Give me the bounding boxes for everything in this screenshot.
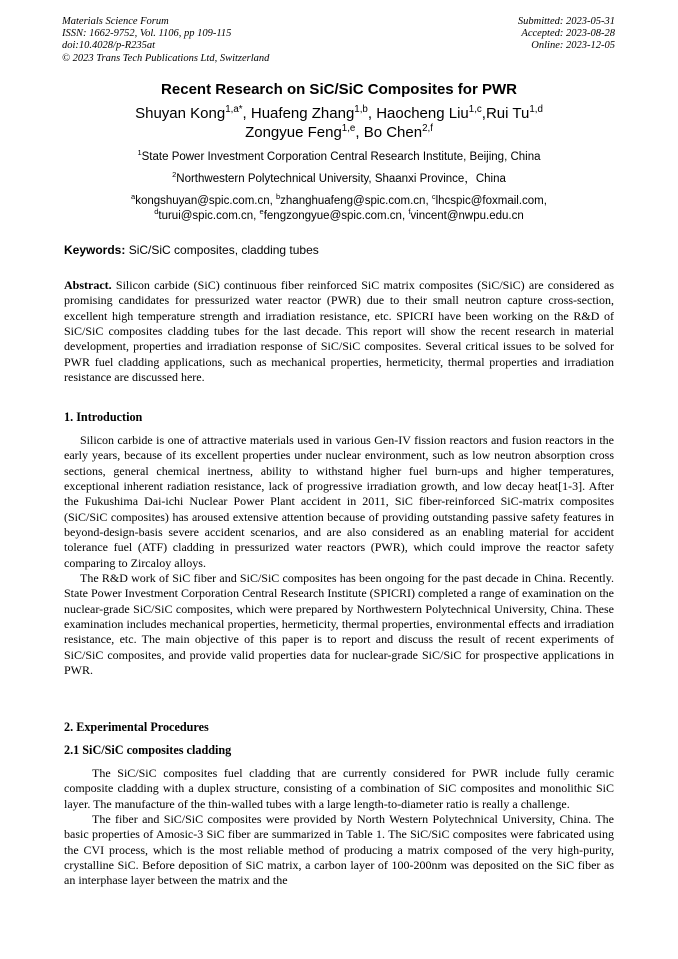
paragraph: The SiC/SiC composites fuel cladding that are currently considered for PWR include fully ceramic composite cladding with a duplex structure, consisting of a combination of SiC composites and monolithic SiC layer. The manufacture of the thin-walled tubes with a large length-to-diameter ratio is really a challenge. [64, 766, 614, 811]
affiliation-1 [0, 150, 678, 165]
abstract-label: Abstract. [64, 278, 112, 292]
subsection-2-1-heading: 2.1 SiC/SiC composites cladding [64, 743, 232, 757]
email: fengzongyue@spic.com.cn, [263, 210, 409, 222]
email-line-2 [0, 209, 678, 224]
section-1-body [64, 433, 614, 679]
paragraph: The R&D work of SiC fiber and SiC/SiC composites has been ongoing for the past decade in China. Recently. State Power Investment Corporation Central Research Institute (SPICRI) completed a range of examination on the nuclear-grade SiC/SiC composites, which were prepared by Northwestern Polytechnical University, China. These examination includes mechanical properties, hermeticity, thermal properties, environmental effects and irradiation resistance, etc. The main objective of this paper is to report and discuss the result of recent experiments of SiC/SiC composites, and provide valid properties data for nuclear-grade SiC/SiC for prospective applications in PWR. [64, 571, 614, 678]
author-name: ,Rui Tu [481, 105, 530, 122]
affiliation-2 [0, 172, 678, 187]
issn-line: ISSN: 1662-9752, Vol. 1106, pp 109-115 [62, 28, 232, 40]
paragraph: Silicon carbide is one of attractive materials used in various Gen-IV fission reactors and fusion reactors in the early years, because of its excellent properties under nuclear environment, such as low neutron absorption cross sections, general chemical inertness, ability to withstand higher fuel burn-ups and higher temperatures, exceptional inherent radiation resistance, lack of progressive irradiation growth, and low decay heat[1-3]. After the Fukushima Dai-ichi Nuclear Power Plant accident in 2011, SiC fiber-reinforced SiC-matrix composites (SiC/SiC composites) has aroused extensive attention because of providing outstanding passive safety features in beyond-design-basis severe accident scenarios, and are also considered as an enabling material for accident tolerance fuel (ATF) cladding in pressurized water reactors (PWR), which could improve the reactor safety comparing to Zircaloy alloys. [64, 433, 614, 570]
email-line-1 [0, 194, 678, 209]
email-sup: d [154, 207, 159, 217]
author-sup: 2,f [422, 123, 433, 134]
author-line-2 [0, 123, 678, 142]
email-sup: f [408, 207, 411, 217]
journal-header [62, 16, 269, 65]
affiliation-sup: 2 [172, 170, 177, 180]
email: zhanghuafeng@spic.com.cn, [280, 195, 432, 207]
doi-line: doi:10.4028/p-R235at [62, 40, 156, 52]
abstract [64, 278, 614, 385]
dates-header [518, 16, 615, 53]
affiliation-text: State Power Investment Corporation Central Research Institute, Beijing, China [141, 151, 541, 163]
keywords-label: Keywords: [64, 243, 126, 257]
author-sup: 1,b [354, 104, 368, 115]
accepted-date: Accepted: 2023-08-28 [521, 28, 615, 40]
author-sup: 1,e [341, 123, 356, 134]
journal-name: Materials Science Forum [62, 16, 169, 27]
author-name: , Huafeng Zhang [242, 105, 355, 122]
keywords-text: SiC/SiC composites, cladding tubes [125, 243, 319, 257]
email: lhcspic@foxmail.com, [435, 195, 547, 207]
author-line-1 [0, 104, 678, 123]
section-1-heading: 1. Introduction [64, 410, 143, 424]
email-list [0, 194, 678, 224]
keywords [64, 243, 319, 257]
email-sup: a [131, 192, 136, 202]
online-date: Online: 2023-12-05 [531, 40, 615, 52]
email: vincent@nwpu.edu.cn [410, 210, 524, 222]
email-sup: e [259, 207, 264, 217]
affiliation-sup: 1 [137, 148, 142, 158]
author-sup: 1,d [529, 104, 543, 115]
author-list [0, 104, 678, 142]
email-sup: c [431, 192, 436, 202]
abstract-text: Silicon carbide (SiC) continuous fiber reinforced SiC matrix composites (SiC/SiC) are considered as promising candidates for pressurized water reactor (PWR) due to their small neutron capture cross-section, excellent high temperature strength and irradiation resistance, etc. SPICRI have been working on the R&D of SiC/SiC composites cladding tubes for the last decade. This report will show the recent research in material development, properties and irradiation response of SiC/SiC composites. Several critical issues to be solved for PWR fuel cladding applications, such as mechanical properties, hermeticity, thermal properties and irradiation resistance are discussed here. [64, 278, 614, 385]
paper-title: Recent Research on SiC/SiC Composites for PWR [161, 81, 517, 98]
author-name: Shuyan Kong [135, 105, 226, 122]
submitted-date: Submitted: 2023-05-31 [517, 16, 615, 27]
section-2-body [64, 766, 614, 889]
copyright-line: © 2023 Trans Tech Publications Ltd, Switzerland [62, 52, 270, 64]
author-sup: 1,c [468, 104, 482, 115]
author-name: , Haocheng Liu [367, 105, 469, 122]
author-name: , Bo Chen [355, 124, 423, 141]
author-name: Zongyue Feng [245, 124, 342, 141]
email: kongshuyan@spic.com.cn, [135, 195, 276, 207]
email: turui@spic.com.cn, [158, 210, 260, 222]
email-sup: b [276, 192, 281, 202]
paragraph: The fiber and SiC/SiC composites were provided by North Western Polytechnical University, China. The basic properties of Amosic-3 SiC fiber are summarized in Table 1. The SiC/SiC composites were fabricated using the CVI process, which is the most reliable method of producing a matrix composed of the very high-purity, crystalline SiC. Before deposition of SiC matrix, a carbon layer of 100-200nm was deposited on the SiC fiber as an interphase layer between the matrix and the [64, 812, 614, 888]
section-2-heading: 2. Experimental Procedures [64, 720, 209, 734]
author-sup: 1,a* [225, 104, 243, 115]
affiliation-text: Northwestern Polytechnical University, Shaanxi Province，China [176, 173, 506, 185]
